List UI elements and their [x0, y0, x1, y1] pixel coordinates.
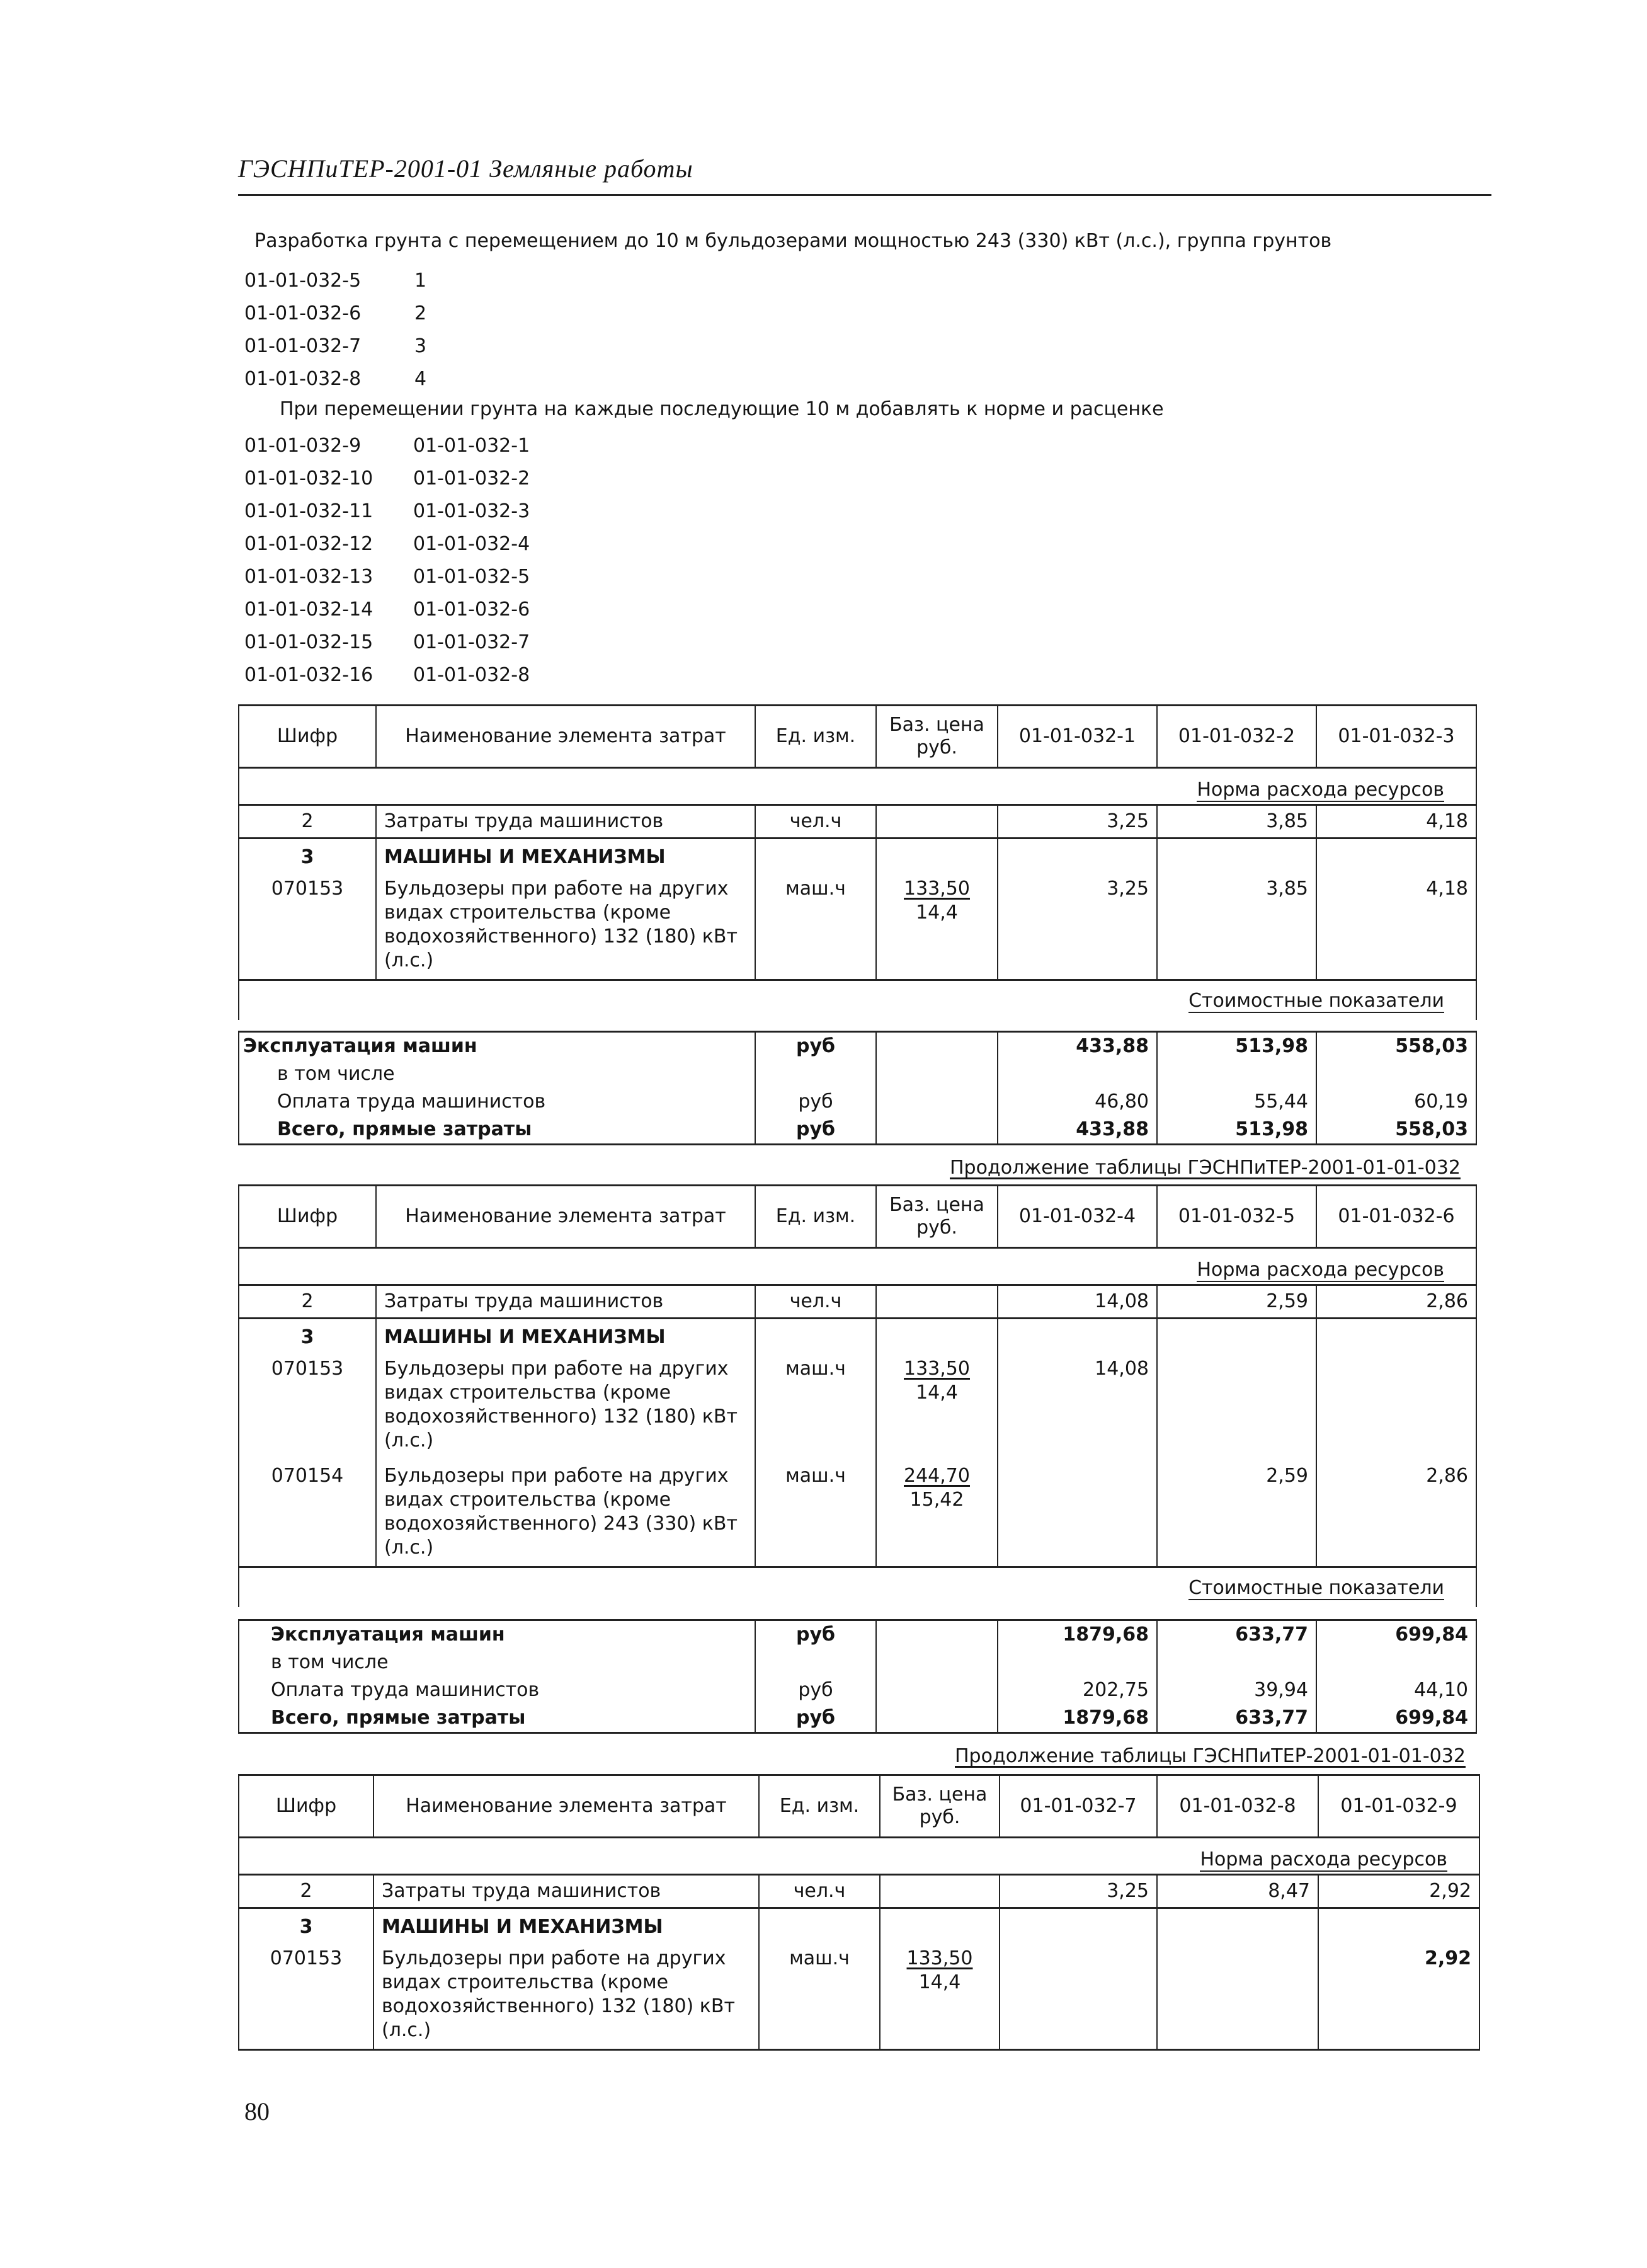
row-code: 2: [239, 805, 376, 839]
section-band: [239, 768, 1476, 805]
row-value: [1316, 1060, 1476, 1088]
row-unit: чел.ч: [755, 1285, 876, 1319]
col-norm: 01-01-032-6: [1316, 1186, 1476, 1248]
addition-intro: При перемещении грунта на каждые последующие 10 м добавлять к норме и расценке: [280, 398, 1164, 420]
norm-label: Норма расхода ресурсов: [1200, 1848, 1447, 1870]
row-name: Затраты труда машинистов: [376, 1285, 755, 1319]
row-price: [876, 1088, 998, 1116]
base-price: 133,50: [906, 1947, 973, 1969]
soil-group: 3: [414, 335, 427, 357]
row-price: [876, 1620, 998, 1649]
row-value: 14,08: [998, 1285, 1157, 1319]
running-header: [238, 149, 1491, 196]
code: 01-01-032-9: [244, 435, 362, 457]
row-unit: [755, 1060, 876, 1088]
row-value: 3,25: [1000, 1875, 1157, 1908]
row-code: 070153: [239, 869, 376, 980]
row-name: в том числе: [239, 1649, 755, 1676]
row-value: 513,98: [1157, 1032, 1316, 1061]
row-price: [876, 1032, 998, 1061]
table-row: [239, 1032, 1476, 1061]
row-value: 39,94: [1157, 1676, 1316, 1704]
row-name: Эксплуатация машин: [239, 1032, 755, 1061]
code: 01-01-032-12: [244, 533, 373, 555]
row-price: [876, 1676, 998, 1704]
row-name: Бульдозеры при работе на других видах строительства (кроме водохозяйственного) 132 (180) кВт (л.с.): [376, 1349, 755, 1464]
table-caption: Продолжение таблицы ГЭСНПиТЕР-2001-01-01-032: [950, 1157, 1461, 1179]
section-band: [239, 1838, 1479, 1875]
ref-code: 01-01-032-5: [413, 566, 530, 588]
code: 01-01-032-7: [244, 335, 362, 357]
row-value: 2,86: [1316, 1464, 1476, 1567]
row-value: [1316, 839, 1476, 870]
row-value: 3,85: [1157, 869, 1316, 980]
norm-label: Норма расхода ресурсов: [1197, 779, 1444, 801]
table-row: [239, 1875, 1479, 1908]
labor-price: 14,4: [916, 1382, 958, 1404]
cost-label: Стоимостные показатели: [1188, 990, 1444, 1012]
row-price: [880, 1875, 1000, 1908]
row-value: [998, 1464, 1157, 1567]
code: 01-01-032-10: [244, 467, 373, 490]
row-value: [1316, 1349, 1476, 1464]
row-code: 2: [239, 1875, 373, 1908]
ref-code: 01-01-032-2: [413, 467, 530, 490]
resource-table-1: [238, 704, 1477, 1020]
row-value: [1157, 839, 1316, 870]
soil-group: 2: [414, 302, 427, 324]
table-header-row: [239, 706, 1476, 768]
labor-price: 14,4: [916, 902, 958, 924]
table-row: [239, 1088, 1476, 1116]
table-row: [239, 1060, 1476, 1088]
row-price: [876, 1349, 998, 1464]
row-price: [876, 1285, 998, 1319]
row-value: 2,92: [1318, 1939, 1479, 2050]
col-norm: 01-01-032-3: [1316, 706, 1476, 768]
row-value: [1000, 1939, 1157, 2050]
row-code: 2: [239, 1285, 376, 1319]
code: 01-01-032-15: [244, 631, 373, 653]
row-value: [1000, 1908, 1157, 1940]
table-row: [239, 1649, 1476, 1676]
row-value: 3,25: [998, 805, 1157, 839]
row-value: 558,03: [1316, 1032, 1476, 1061]
row-value: 2,92: [1318, 1875, 1479, 1908]
col-unit: Ед. изм.: [759, 1775, 880, 1838]
table-row: [239, 1349, 1476, 1464]
col-name: Наименование элемента затрат: [376, 706, 755, 768]
row-value: 4,18: [1316, 805, 1476, 839]
row-name: Всего, прямые затраты: [239, 1704, 755, 1733]
row-value: [1157, 1060, 1316, 1088]
col-price: Баз. цена руб.: [876, 1186, 998, 1248]
row-value: [1318, 1908, 1479, 1940]
row-value: 44,10: [1316, 1676, 1476, 1704]
row-code: 070153: [239, 1939, 373, 2050]
col-unit: Ед. изм.: [755, 706, 876, 768]
row-name: Всего, прямые затраты: [239, 1116, 755, 1145]
col-norm: 01-01-032-1: [998, 706, 1157, 768]
row-name: МАШИНЫ И МЕХАНИЗМЫ: [376, 839, 755, 870]
row-name: Затраты труда машинистов: [373, 1875, 759, 1908]
row-unit: [759, 1908, 880, 1940]
ref-code: 01-01-032-4: [413, 533, 530, 555]
row-name: в том числе: [239, 1060, 755, 1088]
row-name: Оплата труда машинистов: [239, 1088, 755, 1116]
code: 01-01-032-13: [244, 566, 373, 588]
table-row: [239, 1285, 1476, 1319]
row-value: 60,19: [1316, 1088, 1476, 1116]
code: 01-01-032-5: [244, 270, 362, 292]
row-unit: [755, 1319, 876, 1350]
resource-table-3: [238, 1774, 1480, 2051]
code: 01-01-032-14: [244, 598, 373, 621]
row-value: 433,88: [998, 1032, 1157, 1061]
row-value: [998, 1319, 1157, 1350]
ref-code: 01-01-032-8: [413, 664, 530, 686]
ref-code: 01-01-032-6: [413, 598, 530, 621]
table-row: [239, 1620, 1476, 1649]
row-value: [998, 839, 1157, 870]
section-band: [239, 980, 1476, 1021]
row-value: [1157, 1319, 1316, 1350]
row-unit: чел.ч: [755, 805, 876, 839]
row-value: [1157, 1649, 1316, 1676]
row-value: 14,08: [998, 1349, 1157, 1464]
row-unit: маш.ч: [755, 1349, 876, 1464]
row-code: 070154: [239, 1464, 376, 1567]
table-header-row: [239, 1186, 1476, 1248]
row-unit: маш.ч: [755, 1464, 876, 1567]
row-name: МАШИНЫ И МЕХАНИЗМЫ: [376, 1319, 755, 1350]
ref-code: 01-01-032-7: [413, 631, 530, 653]
row-unit: [755, 1649, 876, 1676]
col-price: Баз. цена руб.: [880, 1775, 1000, 1838]
row-value: [1157, 1349, 1316, 1464]
cost-label: Стоимостные показатели: [1188, 1577, 1444, 1599]
row-value: 202,75: [998, 1676, 1157, 1704]
header-title: ГЭСНПиТЕР-2001-01 Земляные работы: [238, 154, 693, 183]
col-norm: 01-01-032-2: [1157, 706, 1316, 768]
row-value: 8,47: [1157, 1875, 1318, 1908]
row-value: 513,98: [1157, 1116, 1316, 1145]
base-price: 244,70: [904, 1465, 970, 1487]
row-price: [876, 1319, 998, 1350]
row-unit: чел.ч: [759, 1875, 880, 1908]
row-value: [1157, 1939, 1318, 2050]
row-value: 4,18: [1316, 869, 1476, 980]
row-value: [1316, 1319, 1476, 1350]
row-value: 55,44: [1157, 1088, 1316, 1116]
col-code: Шифр: [239, 1186, 376, 1248]
row-unit: руб: [755, 1704, 876, 1733]
cost-table-1: [238, 1031, 1477, 1145]
cost-table-2: [238, 1619, 1477, 1734]
row-value: 699,84: [1316, 1620, 1476, 1649]
row-value: 46,80: [998, 1088, 1157, 1116]
row-unit: руб: [755, 1620, 876, 1649]
row-value: 2,59: [1157, 1464, 1316, 1567]
row-value: [998, 1060, 1157, 1088]
row-price: [876, 1704, 998, 1733]
row-unit: [755, 839, 876, 870]
table-row: [239, 869, 1476, 980]
row-value: 1879,68: [998, 1704, 1157, 1733]
row-name: Бульдозеры при работе на других видах строительства (кроме водохозяйственного) 132 (180) кВт (л.с.): [376, 869, 755, 980]
row-value: [1316, 1649, 1476, 1676]
row-unit: руб: [755, 1088, 876, 1116]
row-value: [1157, 1908, 1318, 1940]
row-value: 433,88: [998, 1116, 1157, 1145]
ref-code: 01-01-032-1: [413, 435, 530, 457]
row-price: [880, 1908, 1000, 1940]
row-value: 558,03: [1316, 1116, 1476, 1145]
col-code: Шифр: [239, 1775, 373, 1838]
row-value: 1879,68: [998, 1620, 1157, 1649]
row-unit: руб: [755, 1116, 876, 1145]
table-row: [239, 1704, 1476, 1733]
table-row: [239, 839, 1476, 870]
col-norm: 01-01-032-7: [1000, 1775, 1157, 1838]
row-value: 2,59: [1157, 1285, 1316, 1319]
row-price: [876, 1116, 998, 1145]
row-unit: маш.ч: [755, 869, 876, 980]
row-name: МАШИНЫ И МЕХАНИЗМЫ: [373, 1908, 759, 1940]
code: 01-01-032-6: [244, 302, 362, 324]
base-price: 133,50: [904, 1358, 970, 1380]
table-row: [239, 805, 1476, 839]
row-code: 3: [239, 1908, 373, 1940]
row-unit: руб: [755, 1676, 876, 1704]
row-name: Затраты труда машинистов: [376, 805, 755, 839]
row-price: [876, 1464, 998, 1567]
row-price: [876, 839, 998, 870]
col-price: Баз. цена руб.: [876, 706, 998, 768]
table-row: [239, 1116, 1476, 1145]
row-value: [998, 1649, 1157, 1676]
table-row: [239, 1464, 1476, 1567]
code: 01-01-032-8: [244, 368, 362, 390]
row-name: Бульдозеры при работе на других видах строительства (кроме водохозяйственного) 132 (180) кВт (л.с.): [373, 1939, 759, 2050]
row-value: 699,84: [1316, 1704, 1476, 1733]
row-price: [880, 1939, 1000, 2050]
col-name: Наименование элемента затрат: [373, 1775, 759, 1838]
table-row: [239, 1939, 1479, 2050]
row-value: 3,85: [1157, 805, 1316, 839]
col-code: Шифр: [239, 706, 376, 768]
row-code: 3: [239, 839, 376, 870]
table-row: [239, 1676, 1476, 1704]
ref-code: 01-01-032-3: [413, 500, 530, 522]
resource-table-2: [238, 1184, 1477, 1607]
col-unit: Ед. изм.: [755, 1186, 876, 1248]
norm-label: Норма расхода ресурсов: [1197, 1259, 1444, 1281]
soil-group: 4: [414, 368, 427, 390]
table-caption: Продолжение таблицы ГЭСНПиТЕР-2001-01-01-032: [955, 1745, 1466, 1767]
col-name: Наименование элемента затрат: [376, 1186, 755, 1248]
col-norm: 01-01-032-5: [1157, 1186, 1316, 1248]
section-intro: Разработка грунта с перемещением до 10 м бульдозерами мощностью 243 (330) кВт (л.с.), группа грунтов: [254, 230, 1332, 252]
row-value: 633,77: [1157, 1620, 1316, 1649]
table-row: [239, 1908, 1479, 1940]
col-norm: 01-01-032-4: [998, 1186, 1157, 1248]
page-number: 80: [244, 2097, 270, 2126]
section-band: [239, 1567, 1476, 1608]
code: 01-01-032-11: [244, 500, 373, 522]
row-value: 633,77: [1157, 1704, 1316, 1733]
col-norm: 01-01-032-9: [1318, 1775, 1479, 1838]
row-price: [876, 1649, 998, 1676]
row-unit: руб: [755, 1032, 876, 1061]
row-price: [876, 869, 998, 980]
labor-price: 15,42: [909, 1489, 964, 1511]
row-price: [876, 1060, 998, 1088]
row-name: Эксплуатация машин: [239, 1620, 755, 1649]
table-header-row: [239, 1775, 1479, 1838]
section-band: [239, 1248, 1476, 1285]
row-code: 070153: [239, 1349, 376, 1464]
row-code: 3: [239, 1319, 376, 1350]
code: 01-01-032-16: [244, 664, 373, 686]
row-name: Бульдозеры при работе на других видах строительства (кроме водохозяйственного) 243 (330) кВт (л.с.): [376, 1464, 755, 1567]
labor-price: 14,4: [918, 1971, 961, 1993]
row-value: 2,86: [1316, 1285, 1476, 1319]
table-row: [239, 1319, 1476, 1350]
row-name: Оплата труда машинистов: [239, 1676, 755, 1704]
row-price: [876, 805, 998, 839]
row-unit: маш.ч: [759, 1939, 880, 2050]
base-price: 133,50: [904, 878, 970, 900]
col-norm: 01-01-032-8: [1157, 1775, 1318, 1838]
row-value: 3,25: [998, 869, 1157, 980]
soil-group: 1: [414, 270, 427, 292]
